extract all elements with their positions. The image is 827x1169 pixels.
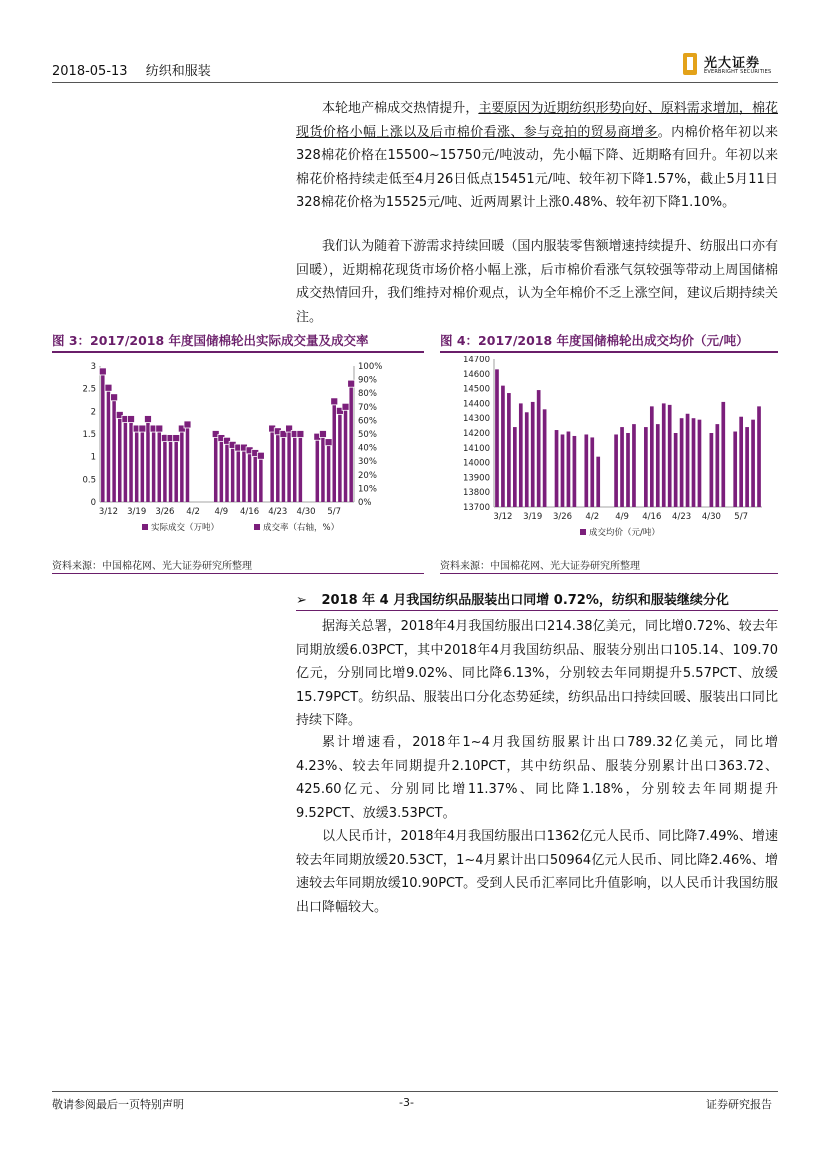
bar bbox=[739, 417, 743, 507]
y2-tick-label: 60% bbox=[358, 416, 377, 427]
x-tick-label: 3/12 bbox=[493, 512, 513, 522]
bar bbox=[299, 434, 302, 502]
y2-tick-label: 90% bbox=[358, 375, 377, 386]
y2-tick-label: 20% bbox=[358, 470, 377, 481]
rate-marker bbox=[156, 425, 163, 432]
x-tick-label: 3/12 bbox=[98, 507, 119, 517]
rate-marker bbox=[297, 431, 304, 438]
paragraph-3: 据海关总署，2018年4月我国纺服出口214.38亿美元，同比增0.72%、较去年同期放缓6.03PCT，其中2018年4月我国纺织品、服装分别出口105.14、109.70亿元，分别同比增9.02%、同比降6.13%，分别较去年同期提升5.57PCT、放缓15.79PCT。纺织品、服装出口分化态势延续，纺织品出口持续回暖、服装出口同比持续下降。 bbox=[296, 619, 778, 728]
y2-tick-label: 50% bbox=[358, 430, 377, 440]
bar bbox=[129, 420, 132, 502]
bar bbox=[332, 402, 335, 502]
bar bbox=[135, 429, 138, 502]
bar bbox=[567, 432, 571, 507]
y-tick-label: 14000 bbox=[462, 458, 490, 469]
footer-divider bbox=[52, 1091, 778, 1092]
y-tick-label: 14400 bbox=[462, 399, 490, 410]
y-tick-label: 14700 bbox=[462, 356, 490, 365]
x-tick-label: 4/23 bbox=[672, 512, 692, 522]
bar bbox=[680, 418, 684, 507]
y-tick-label: 3 bbox=[90, 362, 96, 372]
figure-3-title-rule bbox=[52, 351, 424, 353]
y-tick-label: 1 bbox=[90, 452, 96, 463]
bar bbox=[225, 441, 228, 502]
y-tick-label: 13700 bbox=[462, 503, 490, 513]
bar bbox=[495, 369, 499, 507]
bar bbox=[186, 425, 189, 502]
legend-label: 成交率（右轴，%） bbox=[263, 523, 340, 533]
y-tick-label: 14100 bbox=[462, 443, 490, 454]
bar bbox=[287, 429, 290, 502]
bar bbox=[644, 427, 648, 507]
bar bbox=[733, 432, 737, 507]
section-rule bbox=[296, 610, 778, 611]
logo-name: 光大证券 bbox=[704, 56, 761, 71]
x-tick-label: 4/16 bbox=[642, 512, 662, 522]
rate-marker bbox=[139, 425, 146, 432]
x-tick-label: 3/26 bbox=[155, 507, 175, 517]
bar bbox=[686, 414, 690, 507]
rate-marker bbox=[99, 368, 106, 375]
bar bbox=[316, 436, 319, 502]
bar bbox=[525, 412, 529, 507]
legend-swatch bbox=[254, 524, 260, 530]
y2-tick-label: 0% bbox=[358, 498, 372, 508]
legend-label: 成交均价（元/吨） bbox=[589, 528, 660, 538]
section-bullet-icon: ➢ bbox=[296, 593, 307, 608]
y-tick-label: 13800 bbox=[462, 488, 490, 499]
paragraph-1-rest: 。内棉价格年初以来328棉花价格在15500~15750元/吨波动，先小幅下降、近期略有回升。年初以来棉花价格持续走低至4月26日低点15451元/吨、较年初下降1.57%，截止5月11日328棉花价格为15525元/吨、近两周累计上涨0.48%、较年初下降1.10%。 bbox=[296, 124, 778, 210]
bar bbox=[141, 429, 144, 502]
bar bbox=[338, 411, 341, 502]
bar bbox=[614, 434, 618, 507]
bar bbox=[237, 448, 240, 502]
bar bbox=[158, 429, 161, 502]
bar bbox=[692, 418, 696, 507]
paragraph-4: 累计增速看，2018年1~4月我国纺服累计出口789.32亿美元，同比增4.23%、较去年同期提升2.10PCT，其中纺织品、服装分别累计出口363.72、425.60亿元、分别同比增11.37%、同比降1.18%，分别较去年同期提升9.52PCT、放缓3.53PCT。 bbox=[296, 735, 778, 821]
legend-swatch bbox=[142, 524, 148, 530]
rate-marker bbox=[342, 403, 349, 410]
paragraph-1-lead: 本轮地产棉成交热情提升， bbox=[322, 101, 479, 116]
bar bbox=[321, 434, 324, 502]
y-tick-label: 0 bbox=[90, 498, 96, 508]
x-tick-label: 4/30 bbox=[701, 512, 721, 522]
x-tick-label: 4/16 bbox=[240, 507, 260, 517]
bar bbox=[107, 389, 110, 502]
bar bbox=[146, 420, 149, 502]
bar bbox=[248, 450, 251, 502]
header-date-sector bbox=[52, 60, 211, 79]
bar bbox=[118, 416, 121, 502]
figure-4-source: 资料来源：中国棉花网、光大证券研究所整理 bbox=[440, 561, 640, 572]
bar bbox=[620, 427, 624, 507]
bar bbox=[513, 427, 517, 507]
bar bbox=[253, 452, 256, 502]
header-sector: 纺织和服装 bbox=[145, 64, 211, 79]
bar bbox=[519, 403, 523, 507]
y-tick-label: 14600 bbox=[462, 369, 490, 380]
paragraph-2: 我们认为随着下游需求持续回暖（国内服装零售额增速持续提升、纺服出口亦有回暖），近期棉花现货市场价格小幅上涨，后市棉价看涨气氛较强等带动上周国储棉成交热情回升，我们维持对棉价观点，认为全年棉价不乏上涨空间，建议后期持续关注。 bbox=[296, 239, 778, 325]
figure-3-source: 资料来源：中国棉花网、光大证券研究所整理 bbox=[52, 561, 252, 572]
x-tick-label: 3/19 bbox=[127, 507, 147, 517]
rate-marker bbox=[348, 380, 355, 387]
bar bbox=[668, 405, 672, 507]
bar bbox=[242, 448, 245, 502]
y-tick-label: 2.5 bbox=[82, 384, 96, 395]
bar bbox=[662, 403, 666, 507]
x-tick-label: 3/26 bbox=[552, 512, 573, 522]
bar bbox=[543, 409, 547, 507]
figure-4-title-rule bbox=[440, 351, 778, 353]
y2-tick-label: 80% bbox=[358, 389, 377, 400]
bar bbox=[270, 429, 273, 502]
y-tick-label: 2 bbox=[90, 407, 96, 418]
section-heading bbox=[296, 589, 778, 608]
bar bbox=[584, 434, 588, 507]
bar bbox=[721, 402, 725, 507]
x-tick-label: 4/30 bbox=[296, 507, 316, 517]
y-tick-label: 1.5 bbox=[82, 430, 96, 440]
x-tick-label: 4/9 bbox=[214, 507, 229, 517]
bar bbox=[101, 375, 104, 502]
bar bbox=[632, 424, 636, 507]
figure-3-bottom-rule bbox=[52, 573, 424, 574]
rate-marker bbox=[319, 431, 326, 438]
y2-tick-label: 70% bbox=[358, 402, 377, 413]
rate-marker bbox=[173, 435, 180, 442]
logo-mark-icon bbox=[683, 53, 697, 75]
bar bbox=[745, 427, 749, 507]
y-tick-label: 13900 bbox=[462, 473, 490, 484]
section-title: 2018 年 4 月我国纺织品服装出口同增 0.72%，纺织和服装继续分化 bbox=[321, 593, 729, 608]
bar bbox=[698, 420, 702, 507]
bar bbox=[555, 430, 559, 507]
logo bbox=[683, 53, 781, 79]
bar bbox=[276, 432, 279, 502]
bar bbox=[214, 434, 217, 502]
bar bbox=[656, 424, 660, 507]
bar bbox=[220, 439, 223, 502]
bar bbox=[715, 424, 719, 507]
bar bbox=[231, 445, 234, 502]
bar bbox=[124, 420, 127, 502]
bar bbox=[344, 407, 347, 502]
figure-4-chart bbox=[440, 356, 778, 552]
bar bbox=[163, 434, 166, 502]
y2-tick-label: 40% bbox=[358, 443, 377, 454]
y-tick-label: 14200 bbox=[462, 429, 490, 439]
bar bbox=[590, 437, 594, 507]
bar bbox=[282, 434, 285, 502]
y2-tick-label: 10% bbox=[358, 484, 377, 495]
bar bbox=[561, 434, 565, 507]
header-date: 2018-05-13 bbox=[52, 64, 128, 79]
bar bbox=[710, 433, 714, 507]
bar bbox=[349, 384, 352, 502]
rate-marker bbox=[325, 439, 332, 446]
y2-tick-label: 100% bbox=[358, 362, 383, 372]
bar bbox=[169, 439, 172, 502]
rate-marker bbox=[128, 416, 135, 423]
bar bbox=[573, 436, 577, 507]
bar bbox=[757, 406, 761, 507]
bar bbox=[531, 402, 535, 507]
rate-marker bbox=[111, 394, 118, 401]
bar bbox=[596, 457, 600, 507]
bar bbox=[674, 433, 678, 507]
bar bbox=[327, 443, 330, 502]
paragraph-5: 以人民币计，2018年4月我国纺服出口1362亿元人民币、同比降7.49%、增速较去年同期放缓20.53CT，1~4月累计出口50964亿元人民币、同比降2.46%、增速较去年同期放缓10.90PCT。受到人民币汇率同比升值影响，以人民币计我国纺服出口降幅较大。 bbox=[296, 829, 778, 915]
bar bbox=[293, 434, 296, 502]
y-tick-label: 14500 bbox=[462, 384, 490, 395]
footer-disclaimer: 敬请参阅最后一页特别声明 bbox=[52, 1098, 184, 1111]
figure-4-bottom-rule bbox=[440, 573, 778, 574]
header-divider bbox=[52, 82, 778, 83]
x-tick-label: 4/9 bbox=[615, 512, 629, 522]
paragraph-1 bbox=[296, 97, 778, 215]
bar bbox=[537, 390, 541, 507]
x-tick-label: 5/7 bbox=[327, 507, 342, 517]
bar bbox=[180, 429, 183, 502]
paragraph-1-underlined: 主要原因为近期纺织形势向好、原料需求增加，棉花现货价格小幅上涨以及后市棉价看涨、参与竞拍的贸易商增多 bbox=[296, 101, 778, 140]
legend-label: 实际成交（万吨） bbox=[151, 523, 220, 533]
footer-report-type: 证券研究报告 bbox=[706, 1098, 772, 1111]
rate-marker bbox=[331, 398, 338, 405]
rate-marker bbox=[105, 384, 112, 391]
figure-4-title: 图 4：2017/2018 年度国储棉轮出成交均价（元/吨） bbox=[440, 333, 749, 348]
x-tick-label: 4/23 bbox=[268, 507, 288, 517]
legend-swatch bbox=[580, 529, 586, 535]
x-tick-label: 4/2 bbox=[585, 512, 600, 522]
bar bbox=[751, 420, 755, 507]
bar bbox=[259, 457, 262, 502]
bar bbox=[650, 406, 654, 507]
rate-marker bbox=[184, 421, 191, 428]
figure-3-chart bbox=[52, 356, 424, 552]
x-tick-label: 5/7 bbox=[734, 512, 748, 522]
x-tick-label: 3/19 bbox=[523, 512, 543, 522]
rate-marker bbox=[144, 416, 151, 423]
bar bbox=[501, 386, 505, 507]
bar bbox=[112, 398, 115, 502]
rate-marker bbox=[257, 452, 264, 459]
bar bbox=[507, 393, 511, 507]
y-tick-label: 0.5 bbox=[82, 475, 96, 486]
page-number: -3- bbox=[399, 1096, 414, 1109]
bar bbox=[626, 433, 630, 507]
logo-english: EVERBRIGHT SECURITIES bbox=[704, 69, 772, 75]
figure-3-title: 图 3：2017/2018 年度国储棉轮出实际成交量及成交率 bbox=[52, 333, 369, 348]
y-tick-label: 14300 bbox=[462, 414, 490, 425]
y2-tick-label: 30% bbox=[358, 457, 377, 468]
bar bbox=[152, 429, 155, 502]
x-tick-label: 4/2 bbox=[186, 507, 200, 517]
bar bbox=[174, 439, 177, 502]
